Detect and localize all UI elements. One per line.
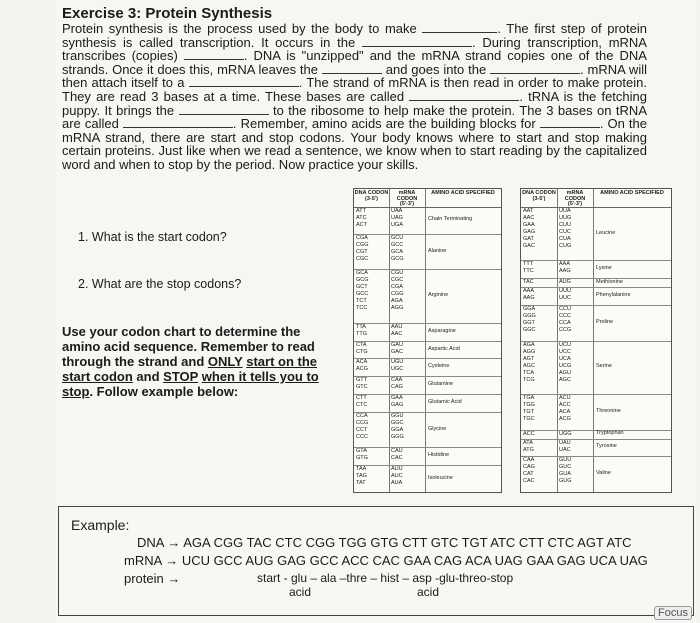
arrow-icon: → [167, 571, 181, 586]
chart-cell-amino-acid: Aspartic Acid [428, 345, 460, 352]
answer-blank-5[interactable] [490, 63, 580, 74]
answer-blank-8[interactable] [179, 104, 269, 115]
chart-cell-amino-acid: Cysteine [428, 363, 450, 370]
instr-text: Use your codon chart to determine the amino acid sequence. Remember to read through the strand and [62, 324, 315, 369]
instr-and: and [136, 369, 160, 384]
answer-blank-6[interactable] [189, 76, 299, 87]
chart-cell-mrna: GCU GCC GCA GCG [391, 234, 404, 262]
chart-cell-amino-acid: Serine [596, 363, 612, 370]
chart-cell-dna: TTT TTC [523, 261, 534, 275]
question-2: 2. What are the stop codons? [78, 277, 242, 291]
chart-cell-dna: GTA GTG [356, 448, 368, 462]
chart-cell-dna: ATT ATC ACT [356, 208, 367, 228]
chart-cell-amino-acid: Tyrosine [596, 443, 617, 450]
para-text: . tRNA is the fetching puppy. It brings the [62, 88, 647, 118]
chart-cell-amino-acid: Leucine [596, 229, 616, 236]
para-text: . DNA is "unzipped" and the mRNA strand copies one of the DNA strands. Once it does this, mRNA leaves the [62, 48, 647, 77]
answer-blank-4[interactable] [322, 63, 382, 74]
para-text: . The strand of mRNA is then read in order to make protein. They are read 3 bases at a time. These bases are called [62, 75, 647, 104]
para-text: Protein synthesis is the process used by the body to make [62, 21, 417, 36]
chart-cell-dna: TAA TAG TAT [356, 466, 367, 487]
chart-cell-amino-acid: Alanine [428, 247, 447, 254]
chart-cell-mrna: ACU ACC ACA ACG [559, 395, 571, 423]
chart-cell-dna: TGA TGG TGT TGC [523, 395, 535, 423]
protein-label: protein [124, 571, 164, 586]
example-dna-row [137, 535, 632, 550]
chart-cell-dna: GCA GCG GCT GCC TCT TCC [356, 270, 369, 312]
chart-header-mrna: mRNA CODON (5'-3') [396, 190, 418, 207]
protein-sequence: start - glu – ala –thre – hist – asp -glu-threo-stop [257, 571, 514, 585]
chart-cell-mrna: GAA GAG [391, 395, 404, 409]
chart-cell-amino-acid: Valine [596, 470, 611, 477]
answer-blank-3[interactable] [184, 49, 244, 60]
chart-cell-dna: ATA ATG [523, 439, 534, 453]
answer-blank-10[interactable] [540, 117, 600, 128]
focus-badge[interactable]: Focus [654, 606, 692, 620]
answer-blank-1[interactable] [422, 22, 497, 33]
acid-note-2: acid [417, 585, 440, 599]
chart-cell-dna: CTA CTG [356, 341, 368, 355]
chart-cell-mrna: UUU UUC [559, 288, 571, 302]
chart-header-dna: DNA CODON (3-5') [522, 190, 556, 202]
chart-cell-mrna: AUG [559, 279, 571, 286]
intro-paragraph [62, 22, 647, 172]
example-box [58, 506, 694, 616]
chart-cell-dna: TTA TTG [356, 323, 367, 337]
mrna-label: mRNA [124, 553, 162, 568]
chart-cell-mrna: UAU UAC [559, 439, 571, 453]
instr-stop: STOP [163, 369, 199, 384]
chart-cell-dna: ACC [523, 430, 535, 437]
exercise-title: Exercise 3: Protein Synthesis [62, 5, 273, 22]
acid-note-1: acid [289, 585, 312, 599]
question-1: 1. What is the start codon? [78, 230, 227, 244]
chart-header-amino: AMINO ACID SPECIFIED [431, 190, 495, 196]
chart-cell-mrna: GGU GGC GGA GGG [391, 412, 404, 440]
chart-cell-mrna: UAA UAG UGA [391, 208, 403, 228]
chart-header-dna: DNA CODON (3-5') [354, 190, 389, 202]
mrna-sequence: UCU GCC AUG GAG GCC ACC CAC GAA CAG ACA UAG GAA GAG UCA UAG [181, 553, 648, 568]
chart-cell-amino-acid: Chain Terminating [428, 216, 473, 223]
para-text: and goes into the [385, 61, 487, 77]
chart-cell-dna: GGA GGG GGT GGC [523, 305, 536, 333]
chart-cell-amino-acid: Isoleucine [428, 474, 453, 481]
instructions [62, 324, 342, 399]
chart-cell-amino-acid: Glutamine [428, 381, 454, 388]
chart-cell-dna: GTT GTC [356, 377, 368, 391]
chart-cell-amino-acid: Threonine [596, 407, 621, 414]
chart-cell-amino-acid: Tryptophan [596, 430, 624, 437]
chart-cell-mrna: GUU GUC GUA GUG [559, 457, 572, 485]
chart-cell-amino-acid: Histidine [428, 452, 450, 459]
chart-header-amino: AMINO ACID SPECIFIED [600, 190, 664, 196]
answer-blank-2[interactable] [362, 36, 472, 47]
codon-chart-right [520, 188, 672, 493]
chart-cell-amino-acid: Lysine [596, 265, 612, 272]
codon-chart-left [353, 188, 502, 493]
answer-blank-7[interactable] [409, 90, 519, 101]
chart-cell-mrna: UCU UCC UCA UCG AGU AGC [559, 341, 572, 383]
example-protein-label [124, 571, 180, 586]
chart-cell-mrna: UGG [559, 430, 572, 437]
chart-cell-amino-acid: Arginine [428, 292, 449, 299]
chart-header-mrna: mRNA CODON (5'-3') [564, 190, 586, 207]
chart-cell-dna: CTT CTC [356, 395, 368, 409]
chart-cell-amino-acid: Methionine [596, 278, 623, 285]
chart-cell-dna: CGA CGG CGT CGC [356, 234, 369, 262]
chart-cell-amino-acid: Glycine [428, 425, 447, 432]
example-mrna-row [124, 553, 648, 568]
example-label: Example: [71, 517, 130, 533]
chart-cell-dna: AAT AAC GAA GAG GAT GAC [523, 208, 536, 249]
chart-cell-mrna: UUA UUG CUU CUC CUA CUG [559, 208, 572, 249]
instr-start: start on the start codon [62, 354, 318, 384]
chart-cell-dna: AGA AGG AGT AGC TCA TCG [523, 341, 536, 383]
para-text: . mRNA will then attach itself to a [62, 61, 647, 91]
chart-cell-mrna: CAU CAC [391, 448, 403, 462]
chart-cell-amino-acid: Glutamic Acid [428, 398, 462, 405]
chart-cell-mrna: AAA AAG [559, 261, 571, 275]
chart-cell-mrna: UGU UGC [391, 359, 404, 373]
chart-cell-mrna: CGU CGC CGA CGG AGA AGG [391, 270, 404, 312]
arrow-icon: → [167, 535, 181, 550]
chart-cell-mrna: AUU AUC AUA [391, 466, 403, 487]
chart-cell-amino-acid: Asparagine [428, 327, 456, 334]
chart-cell-dna: ACA ACG [356, 359, 368, 373]
instr-only: ONLY [207, 354, 243, 369]
instr-end: . Follow example below: [89, 384, 239, 399]
chart-cell-dna: TAC [523, 279, 534, 286]
para-text: . On the mRNA strand, there are start and stop codons. Your body knows where to start and stop making certain proteins. Just like when we read a sentence, we know when to start reading by the capitalized word and when to stop by the period. Now practice your skills. [62, 116, 647, 172]
chart-cell-dna: CCA CCG CCT CCC [356, 412, 369, 440]
chart-cell-dna: CAA CAG CAT CAC [523, 457, 535, 485]
arrow-icon: → [165, 553, 179, 568]
instr-stop-text: when it tells you to stop [62, 369, 319, 399]
chart-cell-mrna: GAU GAC [391, 341, 403, 355]
chart-cell-mrna: CCU CCC CCA CCG [559, 305, 572, 333]
chart-cell-mrna: AAU AAC [391, 323, 403, 337]
dna-label: DNA [137, 535, 164, 550]
para-text: . Remember, amino acids are the building blocks for [232, 116, 536, 132]
para-text: . The first step of protein synthesis is called transcription. It occurs in the [62, 21, 647, 50]
chart-cell-dna: AAA AAG [523, 288, 535, 302]
chart-cell-amino-acid: Phenylalanine [596, 292, 631, 299]
para-text: . During transcription, mRNA transcribes (copies) [62, 34, 647, 64]
dna-sequence: AGA CGG TAC CTC CGG TGG GTG CTT GTC TGT ATC CTT CTC AGT ATC [183, 535, 632, 550]
chart-cell-mrna: CAA CAG [391, 377, 403, 391]
para-text: to the ribosome to help make the protein. The 3 bases on tRNA are called [62, 102, 647, 132]
chart-cell-amino-acid: Proline [596, 318, 614, 325]
answer-blank-9[interactable] [123, 117, 233, 128]
